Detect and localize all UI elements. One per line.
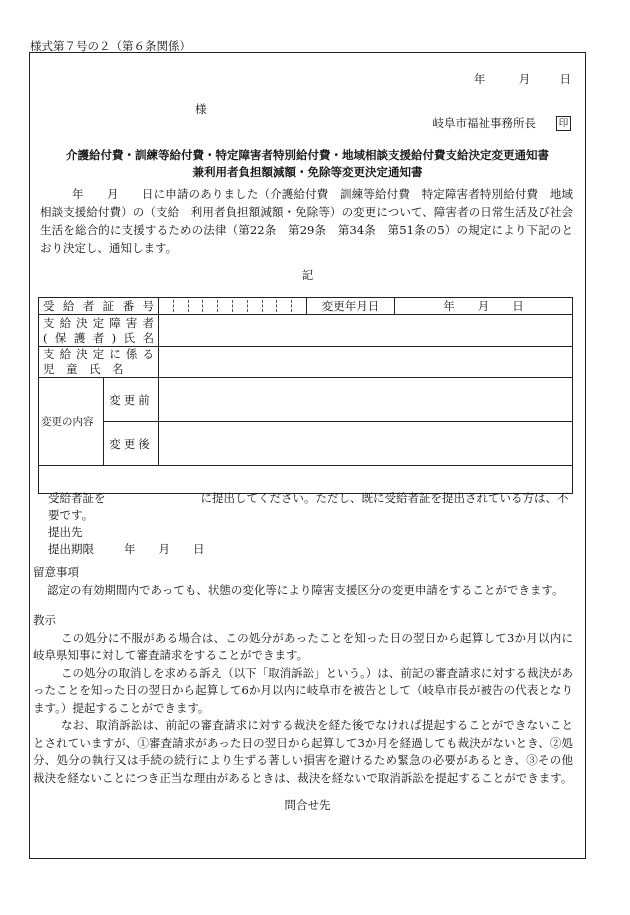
issuer bbox=[433, 115, 572, 131]
addressee: 様 bbox=[195, 102, 207, 116]
recipient-number-field[interactable] bbox=[159, 298, 307, 315]
before-label: 変更前 bbox=[104, 378, 159, 422]
issuer-name: 岐阜市福祉事務所長 bbox=[432, 116, 536, 130]
ki-heading: 記 bbox=[301, 268, 314, 282]
change-content-label: 変更の内容 bbox=[39, 378, 104, 466]
change-date-value[interactable]: 年 月 日 bbox=[395, 298, 573, 315]
kyoji-section bbox=[33, 612, 573, 787]
body-paragraph: 年 月 日に申請のありました（介護給付費 訓練等給付費 特定障害者特別給付費 地域相談支援給付費）の（支給 利用者負担額減額・免除等）の変更について、障害者の日常生活及び社会生活を総合的に支援するための法律（第22条 第29条 第34条 第51条の5）の規定により下記のとおり決定し、通知します。 bbox=[40, 187, 573, 255]
after-field[interactable] bbox=[159, 422, 573, 466]
notes-section bbox=[33, 563, 573, 599]
person-name-field[interactable] bbox=[159, 315, 573, 347]
contact-heading: 問合せ先 bbox=[284, 798, 331, 812]
before-field[interactable] bbox=[159, 378, 573, 422]
deadline bbox=[38, 541, 573, 558]
title-line-2: 兼利用者負担額減額・免除等変更決定通知書 bbox=[192, 165, 423, 179]
kyoji-paragraph-2: この処分の取消しを求める訴え（以下「取消訴訟」という。）は、前記の審査請求に対する裁決があったことを知った日の翌日から起算して6か月以内に岐阜市を被告として（岐阜市長が被告の代表となります。）提起することができます。 bbox=[33, 665, 573, 715]
date-day: 日 bbox=[559, 72, 571, 86]
notes-text: 認定の有効期間内であっても、状態の変化等により障害支援区分の変更申請をすることができます。 bbox=[47, 583, 564, 597]
deadline-value: 年 月 日 bbox=[124, 542, 205, 556]
child-name-field[interactable] bbox=[159, 347, 573, 378]
submit-line-a: 受給者証を bbox=[48, 491, 106, 505]
after-label: 変更後 bbox=[104, 422, 159, 466]
deadline-label: 提出期限 bbox=[48, 542, 94, 556]
kyoji-heading: 教示 bbox=[33, 613, 56, 627]
document-title bbox=[30, 147, 585, 181]
details-table bbox=[38, 297, 573, 494]
change-date-label: 変更年月日 bbox=[307, 298, 395, 315]
person-name-label: 支 給 決 定 障 害 者 ( 保 護 者 ) 氏 名 bbox=[39, 315, 159, 347]
submission-section bbox=[38, 490, 573, 558]
date-month: 月 bbox=[518, 72, 531, 86]
form-number: 様式第７号の２（第６条関係） bbox=[30, 39, 191, 53]
kyoji-paragraph-1: この処分に不服がある場合は、この処分があったことを知った日の翌日から起算して3か月以内に岐阜県知事に対して審査請求をすることができます。 bbox=[33, 630, 573, 662]
document-frame bbox=[29, 52, 586, 859]
child-name-label: 支 給 決 定 に 係 る 児 童 氏 名 bbox=[39, 347, 159, 378]
submit-to: 提出先 bbox=[48, 525, 83, 539]
seal-stamp: 印 bbox=[556, 116, 571, 131]
date-year: 年 bbox=[473, 72, 486, 86]
title-line-1: 介護給付費・訓練等給付費・特定障害者特別給付費・地域相談支援給付費支給決定変更通知書 bbox=[66, 148, 549, 162]
notes-heading: 留意事項 bbox=[33, 565, 79, 579]
kyoji-paragraph-3: なお、取消訴訟は、前記の審査請求に対する裁決を経た後でなければ提起することができないこととされていますが、①審査請求があった日の翌日から起算して3か月を経過しても裁決がないとき、②処分、処分の執行又は手続の続行により生ずる著しい損害を避けるため緊急の必要があるとき、③その他裁決を経ないことにつき正当な理由があるときは、裁決を経ないで取消訴訟を提起することができます。 bbox=[33, 718, 573, 785]
issue-date bbox=[474, 71, 571, 87]
recipient-number-label: 受 給 者 証 番 号 bbox=[39, 298, 159, 315]
submit-line-b: に提出してください。ただし、既に受給者証を提出されている方は、不要です。 bbox=[48, 491, 569, 522]
